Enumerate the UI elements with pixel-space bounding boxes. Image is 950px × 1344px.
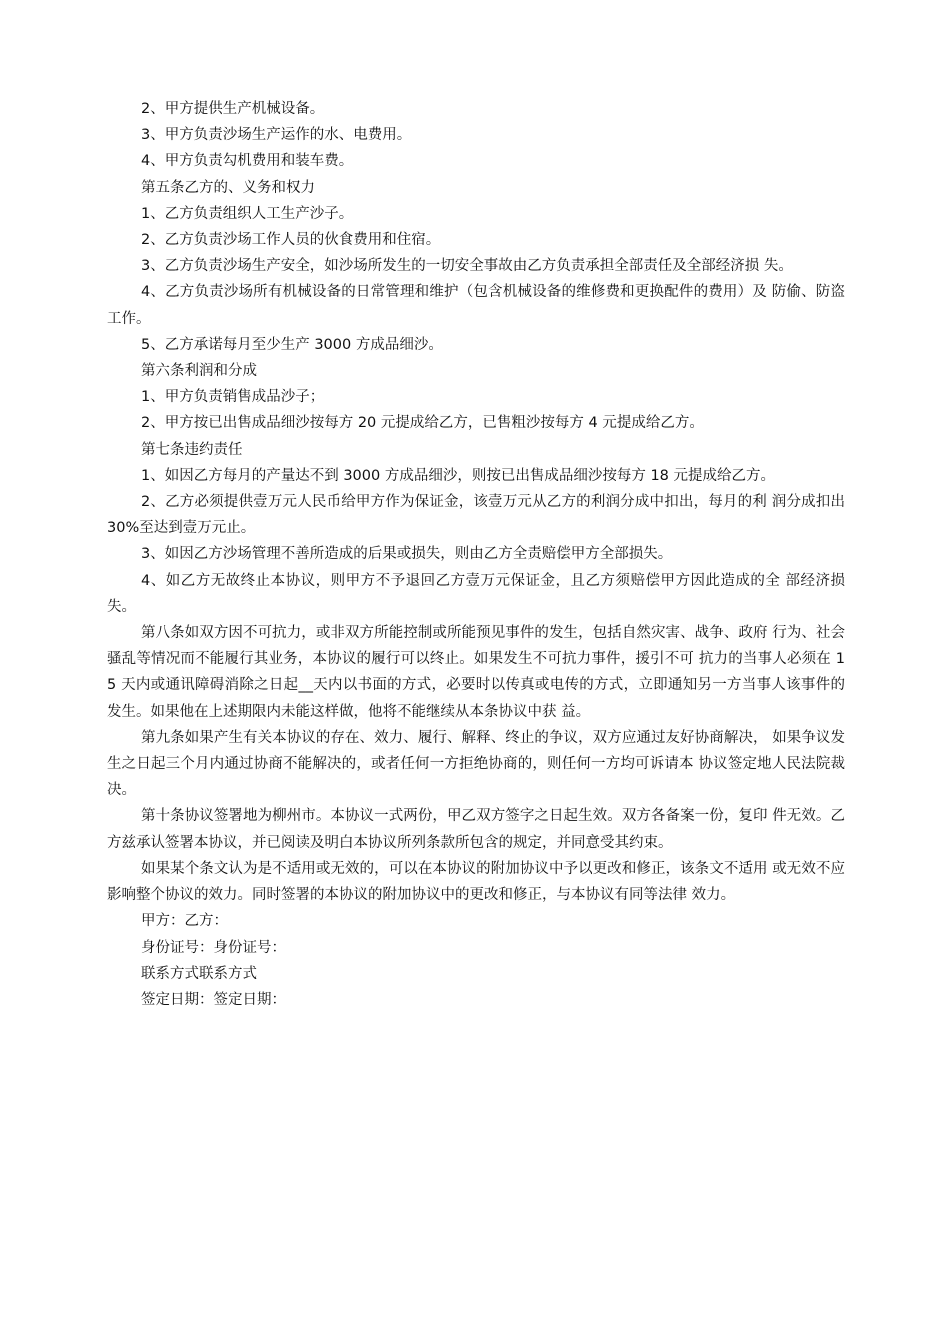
party-signature-line: 甲方：乙方： (141, 913, 228, 930)
clause-2-equipment: 2、甲方提供生产机械设备。 (141, 101, 325, 117)
article-5-heading: 第五条乙方的、义务和权力 (141, 179, 315, 196)
article-7-item-4: 4、如乙方无故终止本协议，则甲方不予退回乙方壹万元保证金，且乙方须赔偿甲方因此造成的全 部经济损失。 (107, 572, 845, 615)
article-7-heading: 第七条违约责任 (141, 441, 243, 458)
article-7-item-3: 3、如因乙方沙场管理不善所造成的后果或损失，则由乙方全责赔偿甲方全部损失。 (141, 546, 673, 563)
article-5-item-5: 5、乙方承诺每月至少生产 3000 方成品细沙。 (141, 336, 443, 353)
clause-4-excavator-loading: 4、甲方负责勾机费用和装车费。 (141, 153, 354, 170)
article-10-signing: 第十条协议签署地为柳州市。本协议一式两份，甲乙双方签字之日起生效。双方各备案一份，复印 件无效。乙方兹承认签署本协议，并已阅读及明白本协议所列条款所包含的规定，并同意受其约束。 (107, 808, 845, 851)
signing-date-line: 签定日期：签定日期： (141, 991, 286, 1008)
article-6-heading: 第六条利润和分成 (141, 363, 257, 380)
article-7-item-2: 2、乙方必须提供壹万元人民币给甲方作为保证金，该壹万元从乙方的利润分成中扣出，每月的利 润分成扣出 30%至达到壹万元止。 (107, 494, 845, 537)
severability-clause: 如果某个条文认为是不适用或无效的，可以在本协议的附加协议中予以更改和修正，该条文不适用 或无效不应影响整个协议的效力。同时签署的本协议的附加协议中的更改和修正，与本协议有同等法律 效力。 (107, 860, 845, 904)
article-6-item-1: 1、甲方负责销售成品沙子； (141, 389, 325, 406)
article-7-item-1: 1、如因乙方每月的产量达不到 3000 方成品细沙，则按已出售成品细沙按每方 18 元提成给乙方。 (141, 467, 776, 484)
article-5-item-3: 3、乙方负责沙场生产安全，如沙场所发生的一切安全事故由乙方负责承担全部责任及全部经济损 失。 (141, 258, 793, 275)
article-5-item-1: 1、乙方负责组织人工生产沙子。 (141, 205, 354, 222)
article-8-force-majeure: 第八条如双方因不可抗力，或非双方所能控制或所能预见事件的发生，包括自然灾害、战争、政府 行为、社会骚乱等情况而不能履行其业务，本协议的履行可以终止。如果发生不可抗力事件，援引不可 抗力的当事人必须在 15 天内或通讯障碍消除之日起__天内以书面的方式，必要时以传真或电传的方式，立即通知另一方当事人该事件的发生。如果他在上述期限内未能这样做，他将不能继续从本条协议中获 益。 (107, 625, 845, 720)
contact-line: 联系方式联系方式 (141, 965, 257, 982)
article-6-item-2: 2、甲方按已出售成品细沙按每方 20 元提成给乙方，已售粗沙按每方 4 元提成给乙方。 (141, 415, 704, 432)
article-5-item-4: 4、乙方负责沙场所有机械设备的日常管理和维护（包含机械设备的维修费和更换配件的费用）及 防偷、防盗工作。 (107, 284, 845, 327)
article-5-item-2: 2、乙方负责沙场工作人员的伙食费用和住宿。 (141, 232, 441, 249)
agreement-body (107, 96, 845, 1013)
id-number-line: 身份证号：身份证号： (141, 939, 286, 956)
article-9-disputes: 第九条如果产生有关本协议的存在、效力、履行、解释、终止的争议，双方应通过友好协商解决， 如果争议发生之日起三个月内通过协商不能解决的，或者任何一方拒绝协商的，则任何一方均可诉请本 协议签定地人民法院裁决。 (107, 729, 845, 799)
clause-3-utilities: 3、甲方负责沙场生产运作的水、电费用。 (141, 127, 412, 144)
